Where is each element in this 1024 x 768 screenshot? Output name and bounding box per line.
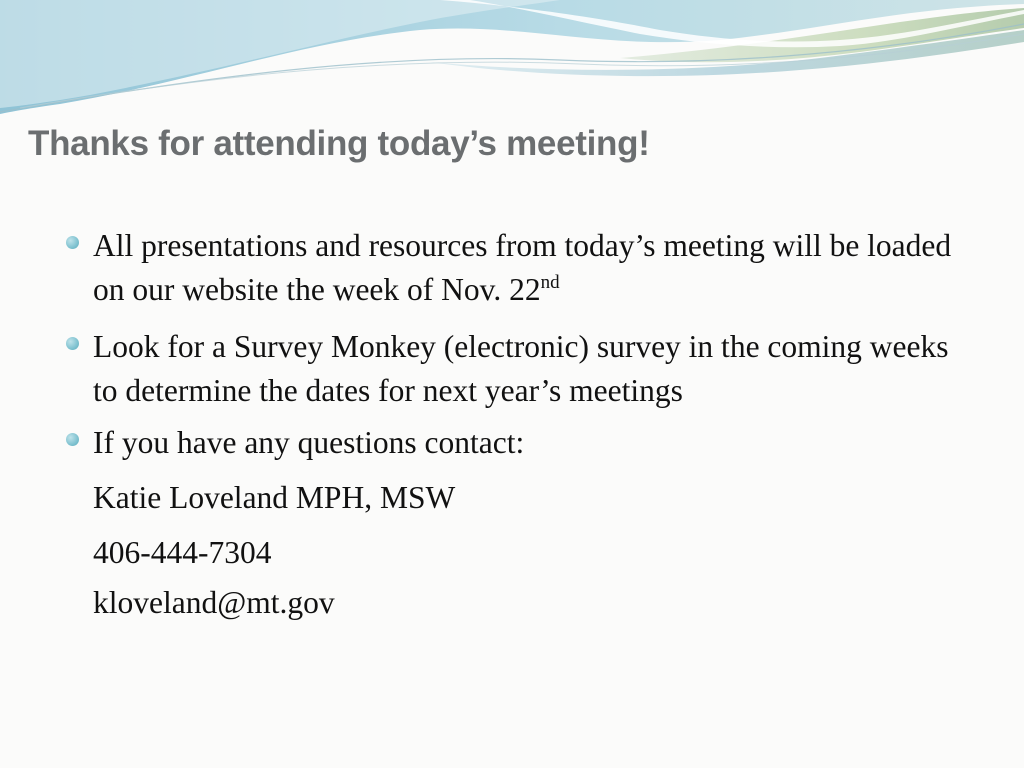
contact-name: Katie Loveland MPH, MSW <box>93 480 456 515</box>
ordinal-suffix: nd <box>540 272 560 293</box>
bullet-text: If you have any questions contact: <box>93 425 525 460</box>
header-wave-decoration <box>0 0 1024 120</box>
bullet-item <box>62 224 962 317</box>
bullet-text: Look for a Survey Monkey (electronic) survey in the coming weeks to determine the dates for next year’s meetings <box>93 329 949 408</box>
bullet-icon <box>66 433 79 446</box>
bullet-item <box>62 421 962 465</box>
bullet-icon <box>66 236 79 249</box>
contact-phone: 406-444-7304 <box>93 535 272 570</box>
contact-email: kloveland@mt.gov <box>93 585 335 620</box>
slide-title: Thanks for attending today’s meeting! <box>28 124 650 163</box>
bullet-item <box>62 325 962 413</box>
bullet-icon <box>66 337 79 350</box>
bullet-list <box>62 224 962 625</box>
bullet-text: All presentations and resources from today’s meeting will be loaded on our website the week of Nov. 22 <box>93 228 952 307</box>
